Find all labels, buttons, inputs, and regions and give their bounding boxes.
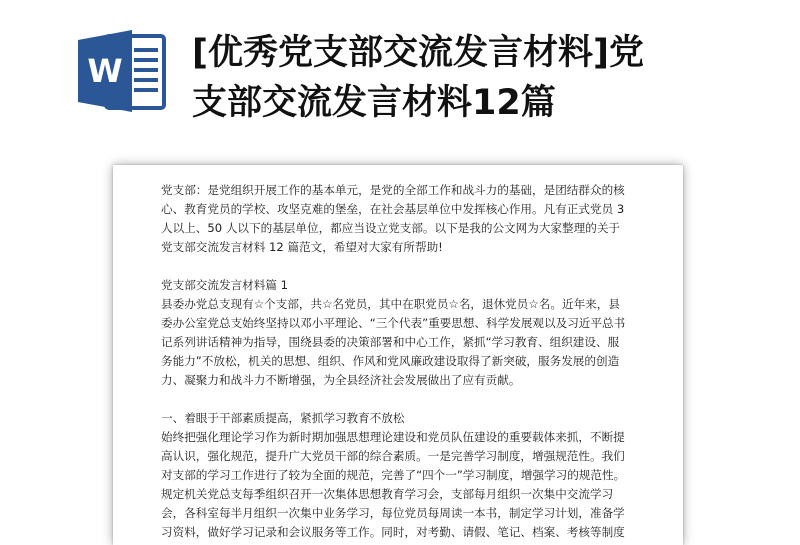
subheading: 一、着眼于干部素质提高，紧抓学习教育不放松 [161,411,405,425]
intro-line: 人以上、50 人以下的基层单位，都应当设立党支部。以下是我的公文网为大家整理的关于 [161,221,621,235]
section-title: 党支部交流发言材料篇 1 [161,278,288,292]
document-page [113,165,683,545]
section-line: 县委办党总支现有☆个支部，共☆名党员，其中在职党员☆名，退休党员☆名。近年来，县 [161,297,620,311]
intro-line: 心、教育党员的学校、攻坚克难的堡垒，在社会基层单位中发挥核心作用。凡有正式党员 3 [161,202,625,216]
section-line: 力、凝聚力和战斗力不断增强，为全县经济社会发展做出了应有贡献。 [161,373,521,387]
section-line: 委办公室党总支始终坚持以邓小平理论、“三个代表”重要思想、科学发展观以及习近平总书 [161,316,626,330]
paragraph-line: 会，各科室每半月组织一次集中业务学习，每位党员每周读一本书，制定学习计划，准备学 [161,506,625,520]
title-line: 支部交流发言材料12篇 [192,83,556,123]
section-line: 记系列讲话精神为指导，围绕县委的决策部署和中心工作，紧抓“学习教育、组织建设、服 [161,335,620,349]
section-line: 务能力”不放松，机关的思想、组织、作风和党风廉政建设取得了新突破，服务发展的创造 [161,354,620,368]
paragraph-line: 规定机关党总支每季组织召开一次集体思想教育学习会，支部每月组织一次集中交流学习 [161,487,614,501]
paragraph-gap [161,257,645,276]
title-line: [优秀党支部交流发言材料]党 [192,33,644,73]
word-logo-letter: W [87,52,123,90]
paragraph-line: 习资料，做好学习记录和会议服务等工作。同时，对考勤、请假、笔记、档案、考核等制度 [161,525,625,539]
paragraph-line: 始终把强化理论学习作为新时期加强思想理论建设和党员队伍建设的重要载体来抓，不断提 [161,430,625,444]
paragraph-line: 对支部的学习工作进行了较为全面的规范，完善了“四个一”学习制度，增强学习的规范性。 [161,468,626,482]
page-title [192,28,782,128]
document-body [161,181,645,542]
intro-line: 党支部交流发言材料 12 篇范文，希望对大家有所帮助! [161,240,443,254]
word-document-icon [78,30,170,112]
intro-line: 党支部：是党组织开展工作的基本单元，是党的全部工作和战斗力的基础，是团结群众的核 [161,183,625,197]
paragraph-gap [161,390,645,409]
header [0,0,800,150]
paragraph-line: 高认识，强化规范，提升广大党员干部的综合素质。一是完善学习制度，增强规范性。我们 [161,449,625,463]
